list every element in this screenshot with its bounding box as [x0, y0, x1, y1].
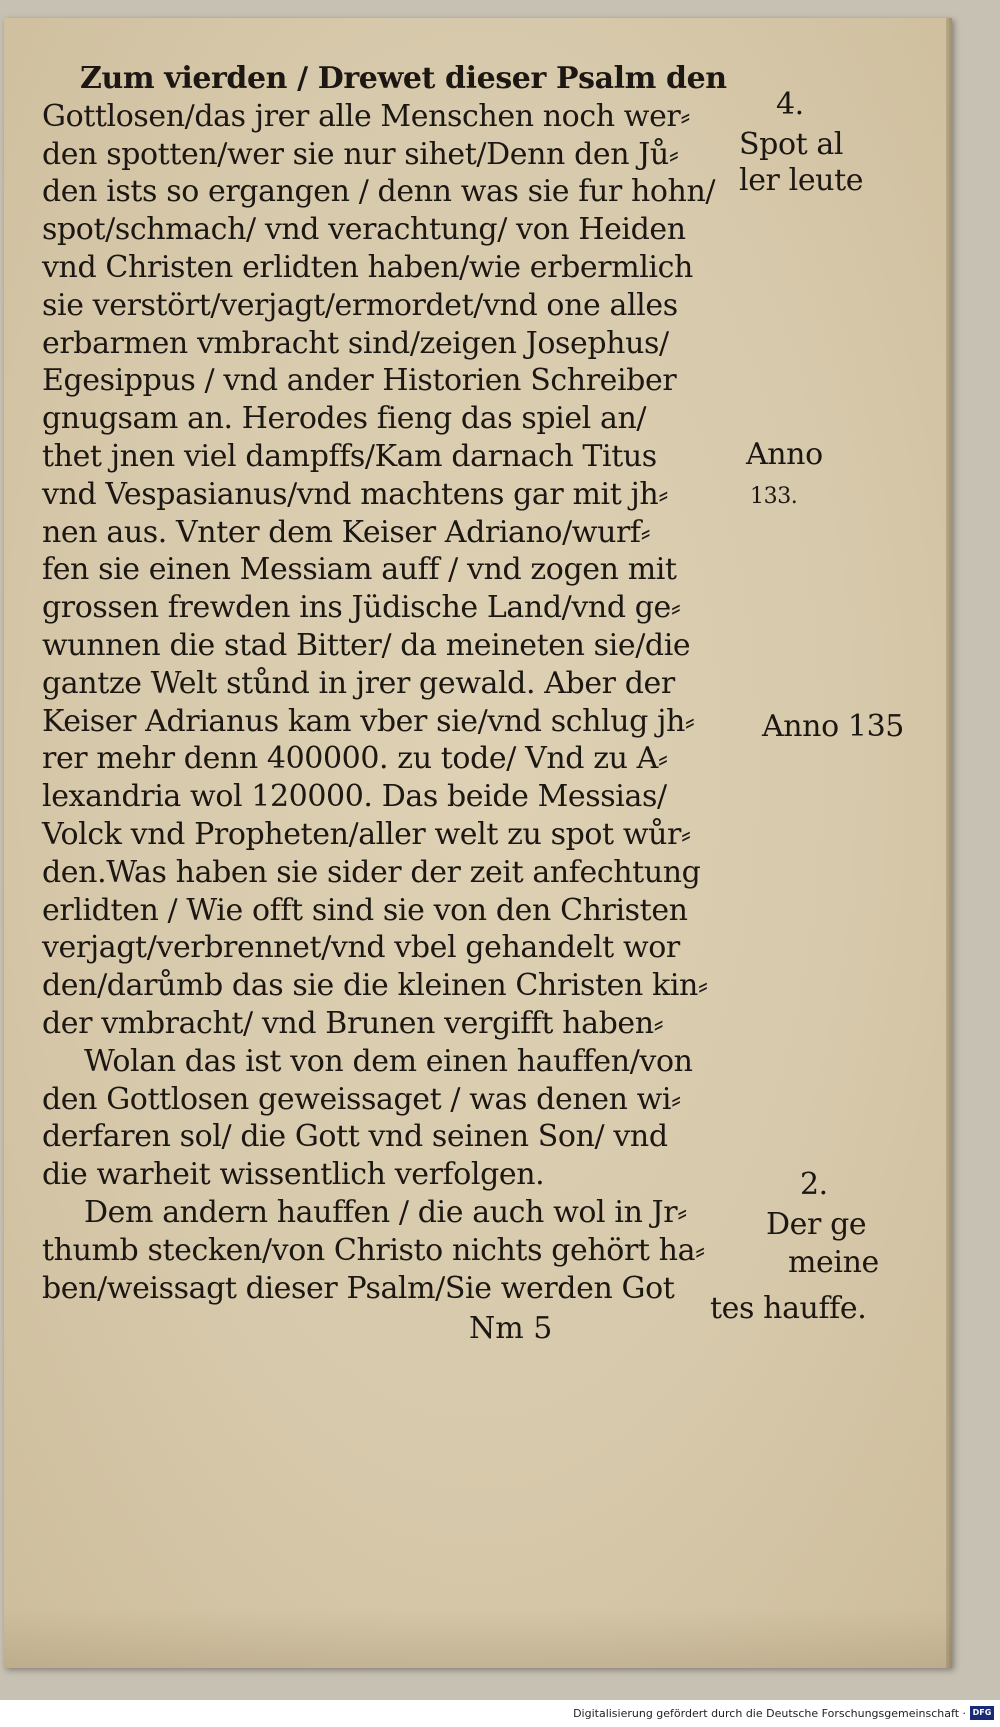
text-line: ben/weissagt dieser Psalm/Sie werden Got: [42, 1270, 675, 1306]
text-line: erbarmen vmbracht sind/zeigen Josephus/: [42, 325, 669, 361]
text-line: fen sie einen Messiam auff / vnd zogen mit: [42, 552, 677, 588]
text-line: erlidten / Wie offt sind sie von den Christen: [42, 892, 688, 928]
text-line: den spotten/wer sie nur sihet/Denn den Jů⸗: [42, 136, 679, 172]
margin-note-anno-line2: 133.: [750, 484, 798, 509]
signature-mark: Nm 5: [469, 1311, 553, 1346]
text-line: den.Was haben sie sider der zeit anfechtung: [42, 854, 701, 890]
footer-bar: [0, 1703, 1000, 1727]
margin-note-der-line2: meine: [788, 1245, 879, 1280]
text-line: derfaren sol/ die Gott vnd seinen Son/ vnd: [42, 1119, 668, 1155]
margin-note-spot-line1: Spot al: [739, 127, 844, 162]
margin-note-der-line3: tes hauffe.: [710, 1291, 867, 1326]
text-line: vnd Vespasianus/vnd machtens gar mit jh⸗: [42, 476, 668, 512]
footer-credit: Digitalisierung gefördert durch die Deutsche Forschungsgemeinschaft ·: [573, 1707, 966, 1720]
text-line: den/darůmb das sie die kleinen Christen kin⸗: [42, 968, 708, 1004]
text-line: spot/schmach/ vnd verachtung/ von Heiden: [42, 212, 686, 248]
text-line: den Gottlosen geweissaget / was denen wi⸗: [42, 1081, 681, 1117]
text-line: verjagt/verbrennet/vnd vbel gehandelt wor: [42, 930, 680, 966]
text-line: Wolan das ist von dem einen hauffen/von: [84, 1043, 693, 1079]
dfg-logo: DFG: [970, 1706, 994, 1720]
text-line: thet jnen viel dampffs/Kam darnach Titus: [42, 438, 657, 474]
main-text-block: [42, 60, 762, 1307]
text-line: Keiser Adrianus kam vber sie/vnd schlug jh⸗: [42, 703, 695, 739]
text-line: gantze Welt stůnd in jrer gewald. Aber der: [42, 665, 675, 701]
page-stain: [4, 1608, 952, 1668]
text-line: gnugsam an. Herodes fieng das spiel an/: [42, 401, 647, 437]
margin-note-der-line1: Der ge: [766, 1207, 867, 1242]
margin-number-4: 4.: [776, 87, 804, 122]
text-line: der vmbracht/ vnd Brunen vergifft haben⸗: [42, 1005, 664, 1041]
margin-note-anno-line1: Anno: [746, 437, 823, 472]
text-line: grossen frewden ins Jüdische Land/vnd ge⸗: [42, 590, 681, 626]
text-line: thumb stecken/von Christo nichts gehört ha⸗: [42, 1232, 705, 1268]
book-page: [4, 18, 952, 1668]
text-line: Dem andern hauffen / die auch wol in Jr⸗: [84, 1194, 687, 1230]
text-line: nen aus. Vnter dem Keiser Adriano/wurf⸗: [42, 514, 651, 550]
text-line: Egesippus / vnd ander Historien Schreiber: [42, 363, 677, 399]
text-line: Volck vnd Propheten/aller welt zu spot wůr⸗: [42, 816, 691, 852]
text-line: Zum vierden / Drewet dieser Psalm den: [80, 61, 727, 96]
margin-number-2: 2.: [800, 1167, 828, 1202]
text-line: sie verstört/verjagt/ermordet/vnd one alles: [42, 287, 678, 323]
text-line: den ists so ergangen / denn was sie fur hohn/: [42, 174, 716, 210]
text-line: die warheit wissentlich verfolgen.: [42, 1157, 545, 1193]
text-line: lexandria wol 120000. Das beide Messias/: [42, 779, 667, 815]
text-line: Gottlosen/das jrer alle Menschen noch wer⸗: [42, 98, 690, 134]
page-edge: [946, 18, 952, 1668]
text-line: rer mehr denn 400000. zu tode/ Vnd zu A⸗: [42, 741, 668, 777]
text-line: vnd Christen erlidten haben/wie erbermlich: [42, 249, 693, 285]
margin-note-spot-line2: ler leute: [739, 163, 864, 198]
margin-note-anno-135: Anno 135: [762, 709, 904, 744]
text-line: wunnen die stad Bitter/ da meineten sie/die: [42, 627, 691, 663]
